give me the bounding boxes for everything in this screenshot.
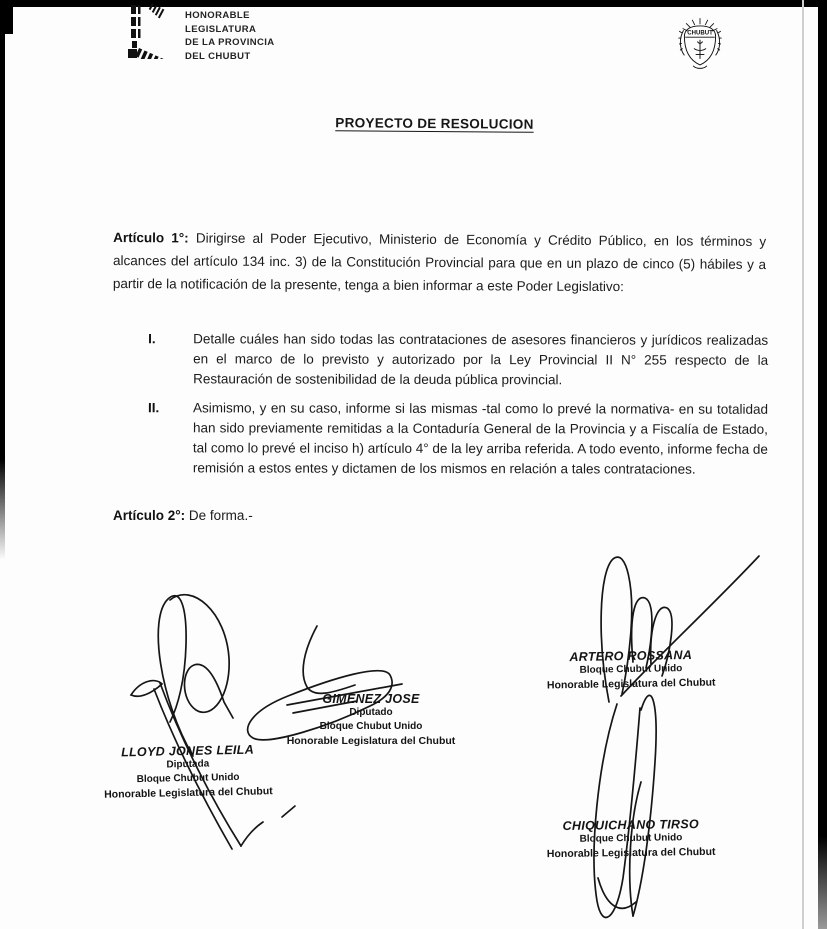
institution-line: HONORABLE: [185, 10, 250, 21]
article-1-body: Dirigirse al Poder Ejecutivo, Ministerio de Economía y Crédito Público, en los términos y alcances del artículo 134 inc. 3) de la Constitución Provincial para que en un plazo de cinco (5) hábiles y a partir de la notificación de la presente, tenga a bien informar a este Poder Legislativo:: [112, 230, 767, 295]
article-2-body: De forma.-: [188, 508, 253, 523]
article-1-label: Artículo 1°:: [113, 230, 189, 246]
request-list: [148, 329, 768, 489]
signer-name: ARTERO ROSSANA: [569, 647, 693, 665]
signer-name: CHIQUICHANO TIRSO: [562, 817, 700, 833]
article-2-paragraph: [113, 508, 253, 523]
signature-block-gimenez-jose: [266, 692, 476, 749]
signer-name: LLOYD JONES LEILA: [120, 742, 255, 760]
legislature-logo-icon: [122, 3, 174, 59]
scan-edge-right: [818, 0, 827, 929]
signer-role: Diputado: [349, 707, 393, 718]
scan-fold-line: [802, 0, 804, 929]
signer-org: Honorable Legislatura del Chubut: [104, 785, 273, 801]
institution-line: LEGISLATURA: [185, 23, 257, 35]
signer-bloc: Bloque Chubut Unido: [579, 663, 683, 676]
signer-bloc: Bloque Chubut Unido: [136, 771, 240, 786]
signer-bloc: Bloque Chubut Unido: [579, 832, 683, 845]
signer-bloc: Bloque Chubut Unido: [319, 721, 423, 732]
signer-org: Honorable Legislatura del Chubut: [546, 845, 716, 861]
signer-role: Diputada: [166, 758, 210, 771]
seal-label: CHUBUT: [687, 30, 713, 37]
institution-name: [185, 9, 275, 63]
item-2-numeral: II.: [147, 400, 160, 416]
signature-stroke-lloyd-jones-leila: [131, 595, 263, 849]
chubut-coat-of-arms-icon: [674, 15, 726, 75]
item-1-text: Detalle cuáles han sido todas las contrataciones de asesores financieros y jurídicos realizadas en el marco de lo previsto y autorizado por la Ley Provincial II N° 255 respecto de la Restauración de sostenibilidad de la deuda pública provincial.: [193, 331, 769, 388]
signer-name: GIMENEZ JOSE: [322, 692, 420, 706]
document-title: PROYECTO DE RESOLUCION: [335, 115, 534, 132]
list-item-1: [148, 329, 768, 391]
list-item-2: [148, 398, 768, 480]
institution-line: DE LA PROVINCIA: [185, 37, 275, 48]
scan-edge-left: [0, 0, 5, 560]
signature-stroke-chiquichano-tirso: [594, 695, 656, 917]
institution-line: DEL CHUBUT: [185, 50, 251, 62]
article-1-paragraph: [113, 226, 766, 299]
item-1-numeral: I.: [148, 331, 156, 347]
signer-org: Honorable Legislatura del Chubut: [546, 676, 716, 692]
signer-org: Honorable Legislatura del Chubut: [286, 735, 456, 747]
signature-block-chiquichano-tirso: [520, 816, 743, 862]
signature-block-artero-rossana: [525, 647, 738, 694]
item-2-text: Asimismo, y en su caso, informe si las mismas -tal como lo prevé la normativa- en su totalidad han sido previamente remitidas a la Contaduría General de la Provincia y a Fiscalía de Estado, tal como lo prevé el inciso h) artículo 4° de la ley arriba referida. A todo evento, informe fecha de remisión a estos entes y dictamen de los mismos en relación a tales contrataciones.: [192, 400, 769, 477]
signature-block-lloyd-jones-leila: [81, 742, 294, 803]
article-2-label: Artículo 2°:: [113, 508, 186, 523]
